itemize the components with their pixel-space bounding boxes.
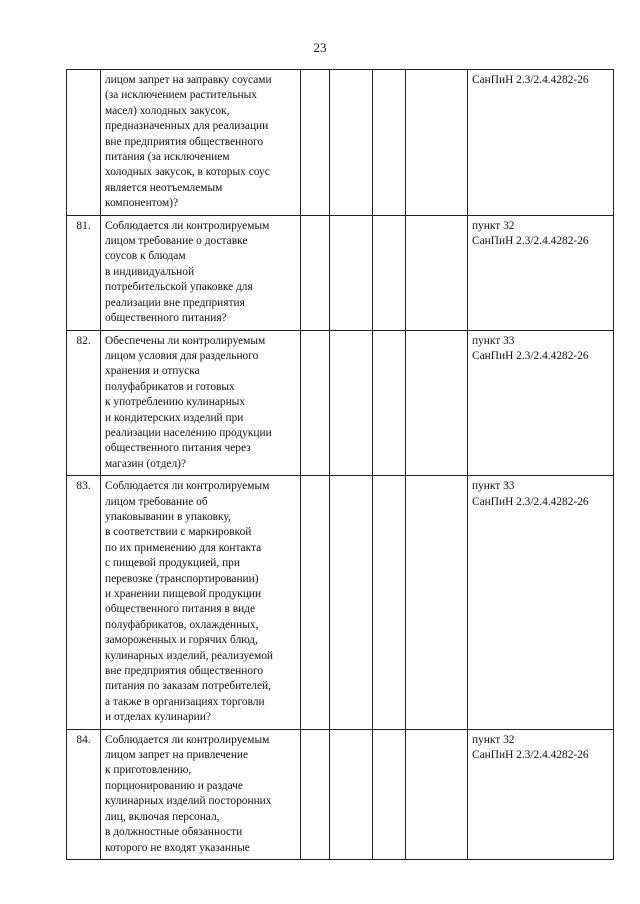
checklist-table <box>66 69 614 860</box>
question-line: потребительской упаковке для <box>105 281 253 294</box>
question-line: лицом запрет на привлечение <box>105 749 249 762</box>
requirement-question <box>101 70 301 216</box>
question-line: магазин (отдел)? <box>105 457 187 470</box>
question-line: и кондитерских изделий при <box>105 411 244 424</box>
question-line: соусов к блюдам <box>105 250 186 263</box>
question-line: перевозке (транспортировании) <box>105 572 259 585</box>
legal-reference <box>468 215 614 330</box>
answer-cell <box>301 330 330 476</box>
reference-line: СанПиН 2.3/2.4.4282-26 <box>472 349 589 362</box>
reference-line: СанПиН 2.3/2.4.4282-26 <box>472 235 589 248</box>
answer-cell <box>373 476 406 730</box>
question-line: Соблюдается ли контролируемым <box>105 733 270 746</box>
item-number: 82. <box>67 330 101 476</box>
question-line: вне предприятия общественного <box>105 665 264 678</box>
legal-reference <box>468 330 614 476</box>
question-line: питания по заказам потребителей, <box>105 680 271 693</box>
question-line: предназначенных для реализации <box>105 120 269 133</box>
question-line: вне предприятия общественного <box>105 135 264 148</box>
question-line: Соблюдается ли контролируемым <box>105 219 270 232</box>
question-line: полуфабрикатов, охлажденных, <box>105 618 259 631</box>
checklist-row <box>67 70 614 216</box>
legal-reference <box>468 729 614 859</box>
question-line: порционированию и раздаче <box>105 779 243 792</box>
question-line: к употреблению кулинарных <box>105 396 246 409</box>
question-line: с пищевой продукцией, при <box>105 557 240 570</box>
question-line: упаковывании в упаковку, <box>105 510 231 523</box>
answer-cell <box>406 476 468 730</box>
question-line: кулинарных изделий, реализуемой <box>105 649 273 662</box>
question-line: в должностные обязанности <box>105 826 243 839</box>
question-line: к приготовлению, <box>105 764 192 777</box>
question-line: и хранении пищевой продукции <box>105 588 262 600</box>
requirement-question <box>101 330 301 476</box>
item-number: 83. <box>67 476 101 730</box>
item-number: 84. <box>67 729 101 859</box>
question-line: лицом условия для раздельного <box>105 349 259 362</box>
question-line: и отделах кулинарии? <box>105 711 211 724</box>
question-line: Соблюдается ли контролируемым <box>105 480 270 493</box>
answer-cell <box>406 215 468 330</box>
question-line: компонентом)? <box>105 197 179 210</box>
answer-cell <box>301 70 330 216</box>
answer-cell <box>330 476 373 730</box>
reference-line: СанПиН 2.3/2.4.4282-26 <box>472 495 589 508</box>
question-line: питания (за исключением <box>105 151 230 164</box>
checklist-row <box>67 330 614 476</box>
answer-cell <box>330 729 373 859</box>
reference-line: пункт 32 <box>472 733 515 746</box>
question-line: реализации населению продукции <box>105 426 272 439</box>
reference-line: СанПиН 2.3/2.4.4282-26 <box>472 74 589 86</box>
question-line: по их применению для контакта <box>105 541 262 554</box>
question-line: которого не входят указанные <box>105 841 250 854</box>
page-number: 23 <box>313 40 327 55</box>
question-line: масел) холодных закусок, <box>105 104 230 117</box>
question-line: лицом требование о доставке <box>105 235 248 248</box>
question-line: а также в организациях торговли <box>105 695 265 708</box>
question-line: реализации вне предприятия <box>105 296 245 309</box>
question-line: общественного питания? <box>105 312 227 325</box>
question-line: Обеспечены ли контролируемым <box>105 334 266 347</box>
question-line: общественного питания через <box>105 442 251 455</box>
question-line: холодных закусок, в которых соус <box>105 166 270 179</box>
question-line: общественного питания в виде <box>105 603 256 616</box>
requirement-question <box>101 729 301 859</box>
answer-cell <box>330 330 373 476</box>
answer-cell <box>406 70 468 216</box>
checklist-row <box>67 729 614 859</box>
answer-cell <box>373 70 406 216</box>
question-line: полуфабрикатов и готовых <box>105 380 235 393</box>
reference-line: СанПиН 2.3/2.4.4282-26 <box>472 749 589 762</box>
reference-line: пункт 33 <box>472 480 515 493</box>
answer-cell <box>301 476 330 730</box>
requirement-question <box>101 215 301 330</box>
answer-cell <box>373 729 406 859</box>
reference-line: пункт 32 <box>472 219 515 232</box>
answer-cell <box>406 729 468 859</box>
item-number: 81. <box>67 215 101 330</box>
legal-reference <box>468 70 614 216</box>
question-line: в соответствии с маркировкой <box>105 526 252 539</box>
reference-line: пункт 33 <box>472 334 515 347</box>
question-line: лиц, включая персонал, <box>105 810 220 823</box>
requirement-question <box>101 476 301 730</box>
answer-cell <box>330 70 373 216</box>
question-line: является неотъемлемым <box>105 181 223 194</box>
question-line: хранения и отпуска <box>105 365 200 378</box>
question-line: кулинарных изделий посторонних <box>105 795 272 808</box>
legal-reference <box>468 476 614 730</box>
answer-cell <box>373 330 406 476</box>
answer-cell <box>301 215 330 330</box>
checklist-row <box>67 215 614 330</box>
question-line: (за исключением растительных <box>105 89 257 102</box>
question-line: лицом запрет на заправку соусами <box>105 74 272 86</box>
question-line: лицом требование об <box>105 495 208 508</box>
checklist-row <box>67 476 614 730</box>
item-number <box>67 70 101 216</box>
answer-cell <box>330 215 373 330</box>
answer-cell <box>301 729 330 859</box>
question-line: в индивидуальной <box>105 265 195 278</box>
question-line: замороженных и горячих блюд, <box>105 634 258 647</box>
answer-cell <box>373 215 406 330</box>
answer-cell <box>406 330 468 476</box>
